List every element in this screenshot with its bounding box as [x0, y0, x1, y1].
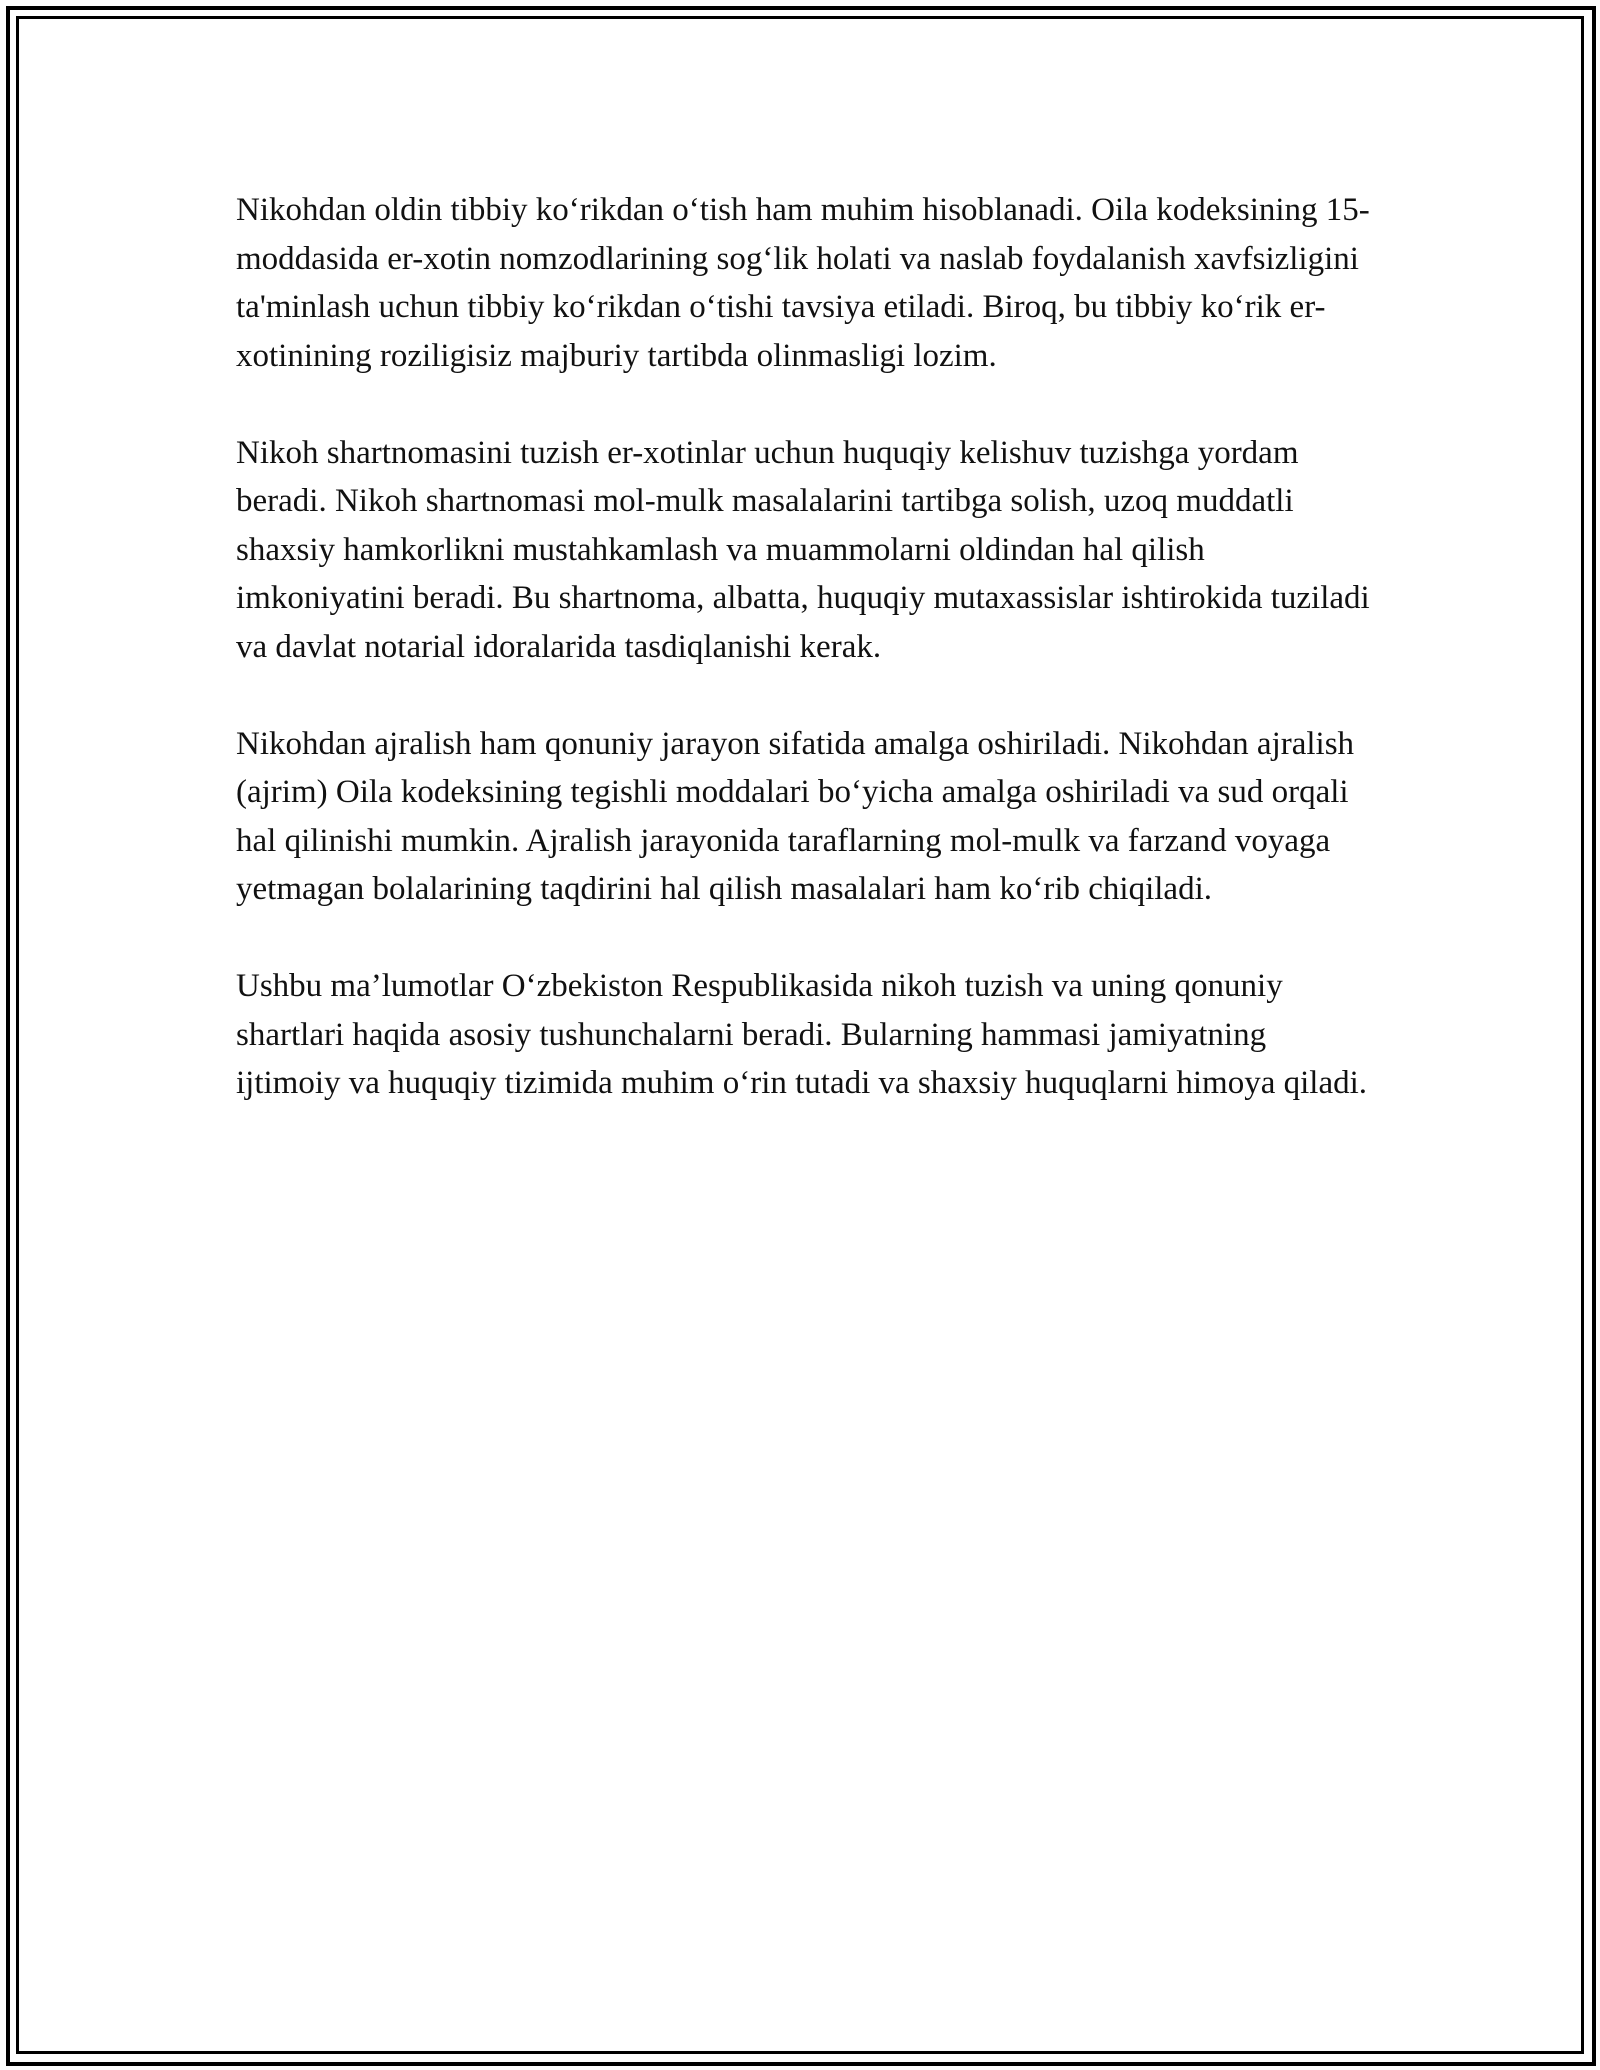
paragraph-marriage-contract: Nikoh shartnomasini tuzish er-xotinlar uchun huquqiy kelishuv tuzishga yordam beradi. Nikoh shartnomasi mol-mulk masalalarini tartibga solish, uzoq muddatli shaxsiy hamkorlikni mustahkamlash va muammolarni oldindan hal qilish imkoniyatini beradi. Bu shartnoma, albatta, huquqiy mutaxassislar ishtirokida tuziladi va davlat notarial idoralarida tasdiqlanishi kerak.	[236, 434, 1370, 665]
paragraph-divorce: Nikohdan ajralish ham qonuniy jarayon sifatida amalga oshiriladi. Nikohdan ajralish (ajrim) Oila kodeksining tegishli moddalari bo‘yicha amalga oshiriladi va sud orqali hal qilinishi mumkin. Ajralish jarayonida taraflarning mol-mulk va farzand voyaga yetmagan bolalarining taqdirini hal qilish masalalari ham ko‘rib chiqiladi.	[236, 725, 1355, 907]
paragraph-medical-exam: Nikohdan oldin tibbiy ko‘rikdan o‘tish ham muhim hisoblanadi. Oila kodeksining 15-moddasida er-xotin nomzodlarining sog‘lik holati va naslab foydalanish xavfsizligini ta'minlash uchun tibbiy ko‘rikdan o‘tishi tavsiya etiladi. Biroq, bu tibbiy ko‘rik er-xotinining roziligisiz majburiy tartibda olinmasligi lozim.	[236, 192, 1370, 374]
paragraph-summary: Ushbu ma’lumotlar O‘zbekiston Respublikasida nikoh tuzish va uning qonuniy shartlari haqida asosiy tushunchalarni beradi. Bularning hammasi jamiyatning ijtimoiy va huquqiy tizimida muhim o‘rin tutadi va shaxsiy huquqlarni himoya qiladi.	[236, 968, 1368, 1101]
document-body	[236, 186, 1376, 1108]
